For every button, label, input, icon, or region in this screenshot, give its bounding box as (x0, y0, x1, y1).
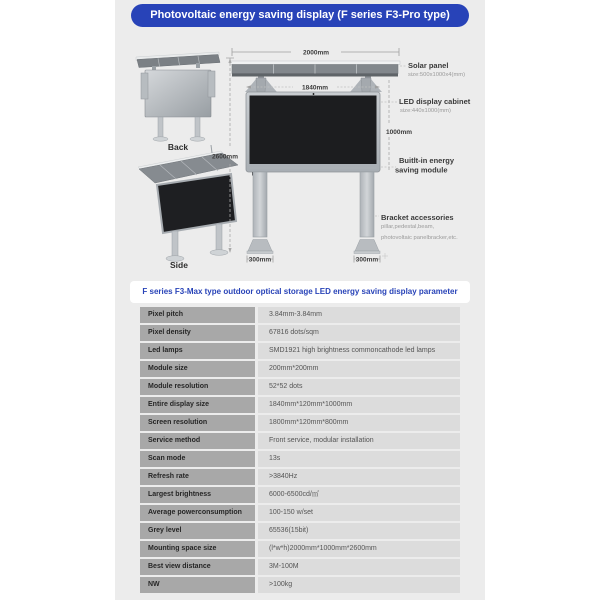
spec-table (140, 307, 460, 593)
table-row (140, 307, 460, 323)
table-row (140, 577, 460, 593)
callout-cabinet-title: LED display cabinet (399, 97, 471, 106)
spec-value: 3M-100M (258, 559, 460, 575)
spec-value: 52*52 dots (258, 379, 460, 395)
table-row (140, 433, 460, 449)
dim-base-left-label: 300mm (248, 256, 272, 264)
dim-base-left (247, 256, 273, 264)
callout-bracket-sub2: photovoltaic panelbracker,etc. (381, 235, 458, 241)
spec-value: SMD1921 high brightness commoncathode led lamps (258, 343, 460, 359)
front-view-illustration (212, 48, 412, 264)
side-view-label: Side (170, 260, 188, 270)
callout-bracket-accessories (375, 213, 458, 259)
spec-table-title: F series F3-Max type outdoor optical storage LED energy saving display parameter (130, 281, 470, 303)
callout-solar-panel (400, 61, 465, 78)
spec-value: 3.84mm-3.84mm (258, 307, 460, 323)
spec-label: Refresh rate (140, 469, 255, 485)
dim-panel-width (232, 48, 399, 57)
spec-label: Pixel density (140, 325, 255, 341)
spec-label: Mounting space size (140, 541, 255, 557)
callout-module-line1: Buitlt-in energy (399, 156, 455, 165)
spec-label: Screen resolution (140, 415, 255, 431)
product-dimension-diagram (115, 40, 485, 280)
callout-bracket-title: Bracket accessories (381, 213, 454, 222)
callout-cabinet-sub: size:440x1000(mm) (400, 108, 451, 114)
table-row (140, 541, 460, 557)
spec-value: >3840Hz (258, 469, 460, 485)
spec-label: Pixel pitch (140, 307, 255, 323)
led-cabinet-front (246, 92, 380, 176)
table-row (140, 505, 460, 521)
dim-base-right-label: 300mm (355, 256, 379, 264)
spec-value: 1800mm*120mm*800mm (258, 415, 460, 431)
table-row (140, 451, 460, 467)
callout-solar-sub: size:500x1000x4(mm) (408, 72, 466, 78)
spec-label: Average powerconsumption (140, 505, 255, 521)
callout-solar-title: Solar panel (408, 61, 449, 70)
spec-value: 100-150 w/set (258, 505, 460, 521)
spec-value: 13s (258, 451, 460, 467)
spec-value: 200mm*200mm (258, 361, 460, 377)
table-row (140, 343, 460, 359)
spec-label: Grey level (140, 523, 255, 539)
table-row (140, 523, 460, 539)
table-row (140, 361, 460, 377)
spec-value: 1840mm*120mm*1000mm (258, 397, 460, 413)
dim-panel-width-label: 2000mm (302, 49, 330, 57)
table-row (140, 379, 460, 395)
side-view-illustration (138, 145, 238, 270)
content-panel (115, 0, 485, 600)
page-title: Photovoltaic energy saving display (F series F3-Pro type) (131, 4, 469, 27)
spec-value: >100kg (258, 577, 460, 593)
dim-total-height-label: 2600mm (211, 153, 238, 161)
dim-cabinet-height-label: 1000mm (386, 129, 413, 136)
dim-cabinet-width-label: 1840mm (301, 84, 329, 92)
spec-value: 67816 dots/sqm (258, 325, 460, 341)
callout-led-cabinet (381, 97, 471, 114)
spec-label: Largest brightness (140, 487, 255, 503)
table-row (140, 487, 460, 503)
spec-label: Scan mode (140, 451, 255, 467)
callout-module-line2: saving module (395, 165, 448, 175)
spec-label: Led lamps (140, 343, 255, 359)
back-view-label: Back (167, 142, 189, 152)
spec-label: Service method (140, 433, 255, 449)
spec-label: Best view distance (140, 559, 255, 575)
spec-value: (l*w*h)2000mm*1000mm*2600mm (258, 541, 460, 557)
callout-bracket-sub1: pillar,pedestal,beam, (381, 224, 435, 230)
table-row (140, 397, 460, 413)
spec-label: Entire display size (140, 397, 255, 413)
table-row (140, 559, 460, 575)
spec-label: Module resolution (140, 379, 255, 395)
spec-label: Module size (140, 361, 255, 377)
table-row (140, 415, 460, 431)
back-view-illustration (136, 52, 220, 152)
callout-energy-module (381, 156, 455, 175)
spec-value: 6000-6500cd/㎡ (258, 487, 460, 503)
table-row (140, 469, 460, 485)
solar-panel-front (230, 61, 400, 79)
spec-label: NW (140, 577, 255, 593)
spec-value: Front service, modular installation (258, 433, 460, 449)
spec-value: 65536(15bit) (258, 523, 460, 539)
dim-base-right (354, 256, 380, 264)
table-row (140, 325, 460, 341)
pillar-legs (247, 172, 380, 254)
